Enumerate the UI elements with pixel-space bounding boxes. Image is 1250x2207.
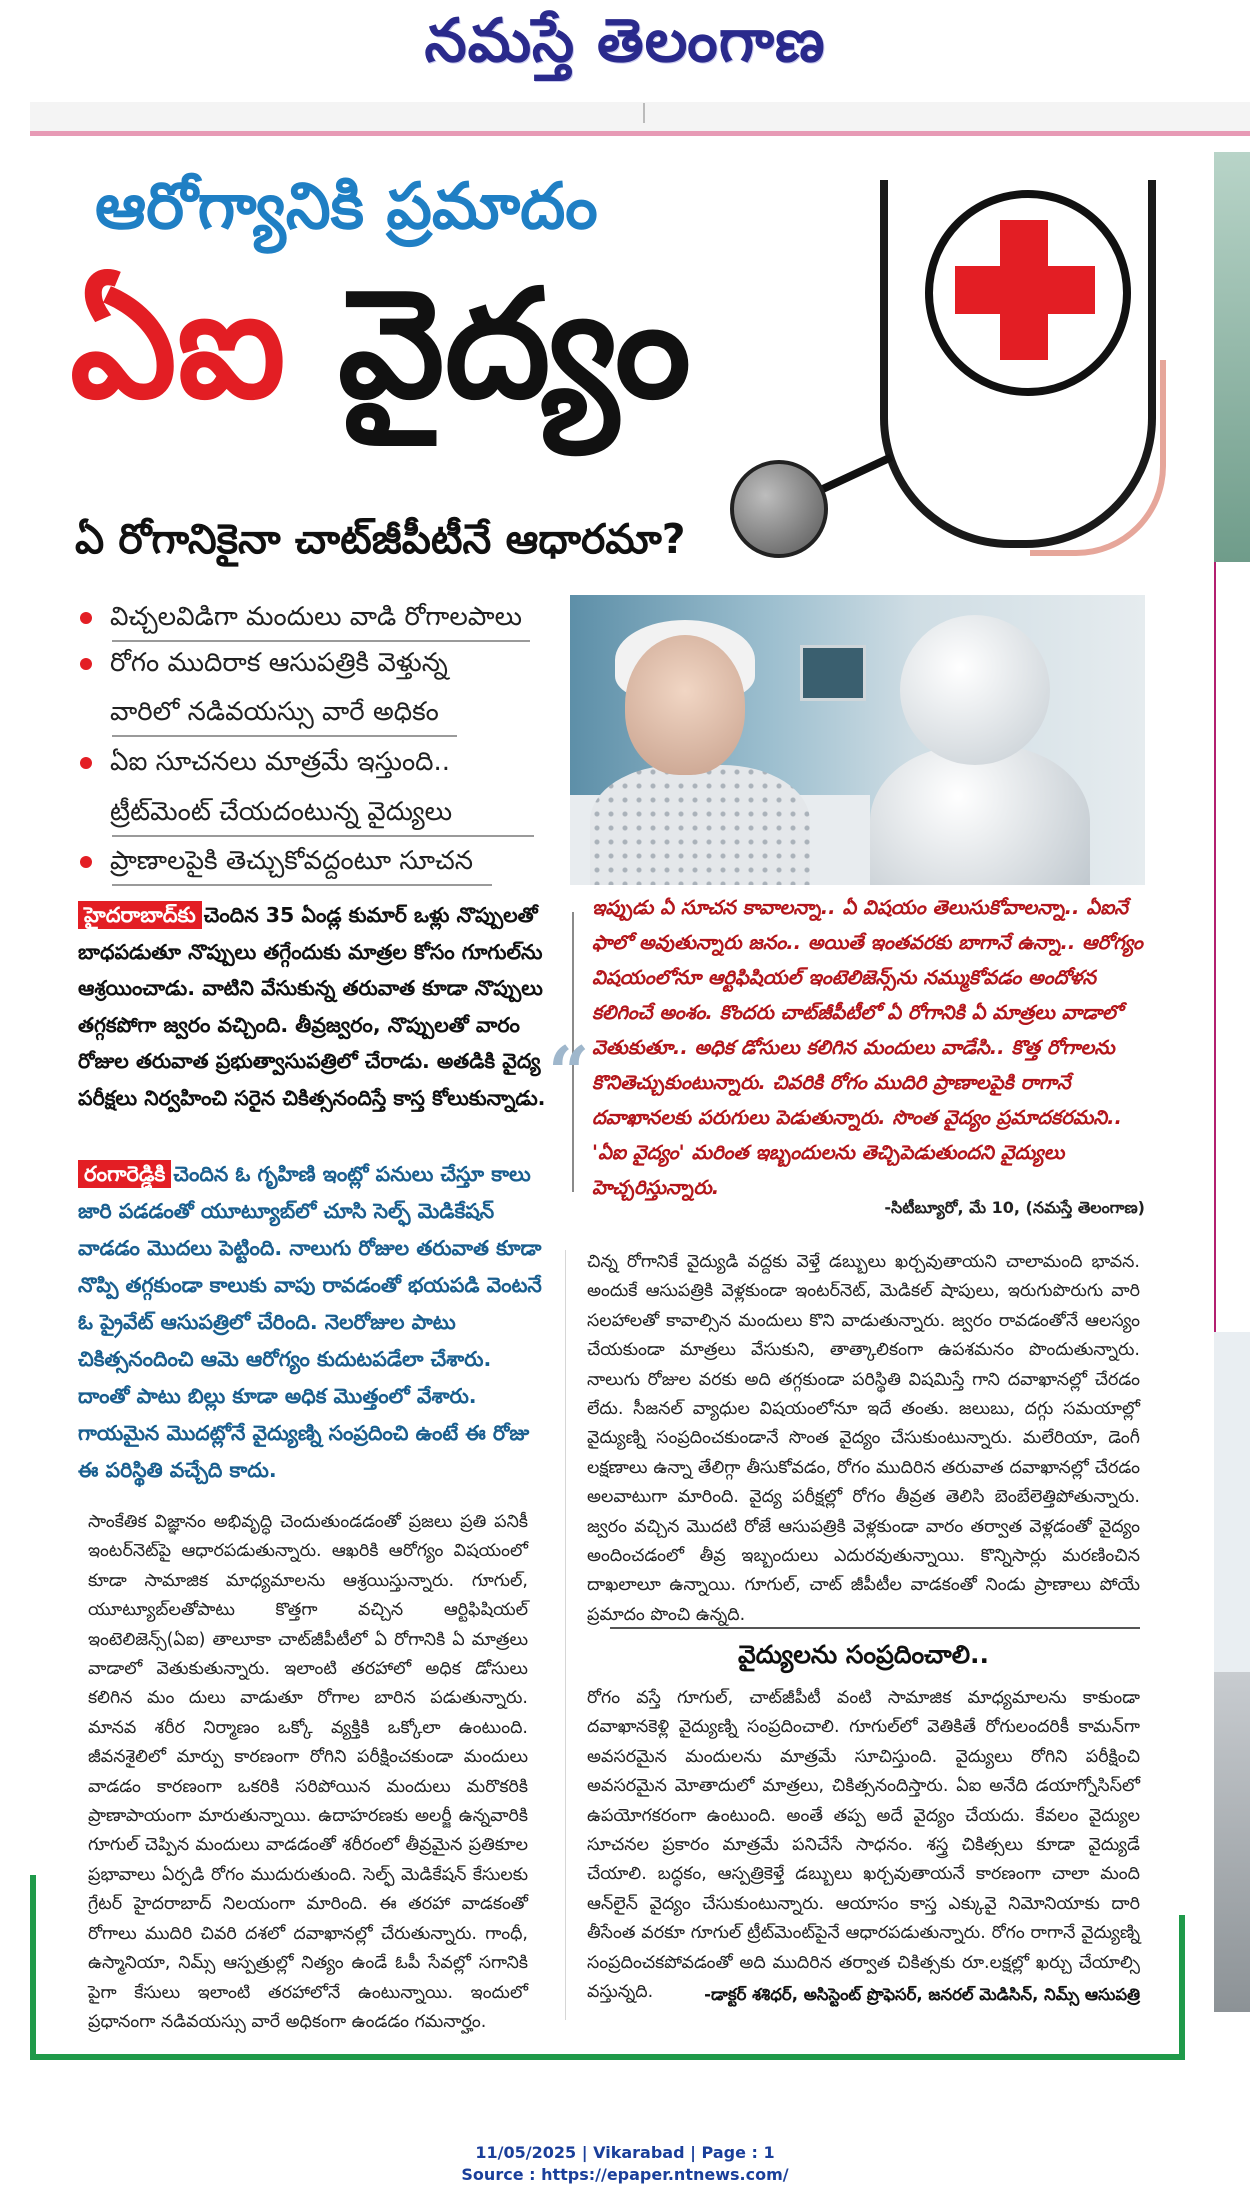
pull-quote: ఇప్పుడు ఏ సూచన కావాలన్నా.. ఏ విషయం తెలుసుకోవాలన్నా.. ఏఐనే ఫాలో అవుతున్నారు జనం.. అయితే ఇంతవరకు బాగానే ఉన్నా.. ఆరోగ్యం విషయంలోనూ ఆర్టిఫిషియల్ ఇంటెలిజెన్స్‌ను నమ్ముకోవడం అందోళన కలిగించే అంశం. కొందరు చాట్‌జీపీటీలో ఏ రోగానికి ఏ మాత్రలు వాడాలో వెతుకుతూ.. అధిక డోసులు కలిగిన మందులు వాడేసి.. కొత్త రోగాలను కొనితెచ్చుకుంటున్నారు. చివరికి రోగం ముదిరి ప్రాణాలపైకి రాగానే దవాఖానలకు పరుగులు పెడుతున్నారు. సొంత వైద్యం ప్రమాదకరమని.. 'ఏఐ వైద్యం' మరింత ఇబ్బందులను తెచ్చిపెడుతుందని వైద్యులు హెచ్చరిస్తున్నారు. <box>592 896 1143 1199</box>
lead-text: చెందిన 35 ఏండ్ల కుమార్ ఒళ్లు నొప్పులతో బాధపడుతూ నొప్పులు తగ్గేందుకు మాత్రల కోసం గూగుల్‌ను ఆశ్రయించాడు. వాటిని వేసుకున్న తరువాత కూడా నొప్పులు తగ్గకపోగా జ్వరం వచ్చింది. తీవ్రజ్వరం, నొప్పులతో వారం రోజుల తరువాత ప్రభుత్వాసుపత్రిలో చేరాడు. అతడికి వైద్య పరీక్షలు నిర్వహించి సరైన చికిత్సనందిస్తే కాస్త కోలుకున్నాడు. <box>78 903 546 1110</box>
subsection-title: వైద్యులను సంప్రదించాలి.. <box>737 1640 990 1669</box>
photo-patient-face <box>625 635 745 775</box>
lead-text: చెందిన ఓ గృహిణి ఇంట్లో పనులు చేస్తూ కాలు జారి పడడంతో యూట్యూబ్‌లో చూసి సెల్ఫ్ మెడికేషన్ వాడడం మొదలు పెట్టింది. నాలుగు రోజుల తరువాత కూడా నొప్పి తగ్గకుండా కాలుకు వాపు రావడంతో భయపడి వెంటనే ఓ ప్రైవేట్ ఆసుపత్రిలో చేరింది. నెలరోజుల పాటు చికిత్సనందించి ఆమె ఆరోగ్యం కుదుటపడేలా చేశారు. దాంతో పాటు బిల్లు కూడా అధిక మొత్తంలో వేశారు. గాయమైన మొదట్లోనే వైద్యుణ్ని సంప్రదించి ఉంటే ఈ రోజు ఈ పరిస్థితి వచ్చేది కాదు. <box>78 1162 542 1482</box>
lead-label: రంగారెడ్డికి <box>78 1160 171 1188</box>
bullet-underline <box>112 835 534 837</box>
stethoscope-link <box>817 453 893 494</box>
bullet-text: ఏఐ సూచనలు మాత్రమే ఇస్తుంది.. <box>110 747 451 777</box>
kicker-title: ఆరోగ్యానికి ప్రమాదం <box>95 170 598 244</box>
subheadline: ఏ రోగానికైనా చాట్‌జీపీటీనే ఆధారమా? <box>75 515 686 563</box>
body-left-column: సాంకేతిక విజ్ఞానం అభివృద్ధి చెందుతుండడంతో ప్రజలు ప్రతి పనికీ ఇంటర్‌నెట్‌పై ఆధారపడుతున్నారు. ఆఖరికి ఆరోగ్యం విషయంలో కూడా సామాజిక మాధ్యమాలను ఆశ్రయిస్తున్నారు. గూగుల్, యూట్యూబ్‌లతోపాటు కొత్తగా వచ్చిన ఆర్టిఫిషియల్ ఇంటెలిజెన్స్(ఏఐ) తాలూకా చాట్‌జీపీటీలో ఏ రోగానికి ఏ మాత్రలు వాడాలో వెతుకుతున్నారు. ఇలాంటి తరహాలో అధిక డోసులు కలిగిన మం దులు వాడుతూ రోగాల బారిన పడుతున్నారు. మానవ శరీర నిర్మాణం ఒక్కో వ్యక్తికి ఒక్కోలా ఉంటుంది. జీవనశైలిలో మార్పు కారణంగా రోగిని పరీక్షించకుండా మందులు వాడడం కారణంగా ఒకరికి సరిపోయిన మందులు మరొకరికి ప్రాణాపాయంగా మారుతున్నాయి. ఉదాహరణకు అలర్జీ ఉన్నవారికి గూగుల్ చెప్పిన మందులు వాడడంతో శరీరంలో తీవ్రమైన ప్రతికూల ప్రభావాలు ఏర్పడి రోగం ముదురుతుంది. సెల్ఫ్ మెడికేషన్ కేసులకు గ్రేటర్ హైదరాబాద్ నిలయంగా మారింది. ఈ తరహా వాడకంతో రోగాలు ముదిరి చివరి దశలో దవాఖానల్లో చేరుతున్నారు. గాంధీ, ఉస్మానియా, నిమ్స్ ఆస్పత్రుల్లో నిత్యం ఉండే ఓపీ సేవల్లో సగానికి పైగా కేసులు ఇలాంటి తరహాలోనే ఉంటున్నాయి. ఇందులో ప్రధానంగా నడివయస్సు వారే అధికంగా ఉండడం గమనార్హం. <box>88 1512 528 2032</box>
photo-patient-gown <box>590 765 810 885</box>
header-tick <box>643 103 645 123</box>
bullet-text-cont: ట్రీట్‌మెంట్ చేయదంటున్న వైద్యులు <box>110 797 453 827</box>
frame-left <box>30 1875 36 2060</box>
adjacent-page-strip <box>1214 152 1250 2012</box>
dateline-credit: -సిటీబ్యూరో, మే 10, (నమస్తే తెలంగాణ) <box>884 1198 1145 1217</box>
lead-story-rangareddy <box>78 1156 548 1489</box>
bullet-text: విచ్చలవిడిగా మందులు వాడి రోగాలపాలు <box>110 602 523 632</box>
bullet-item <box>80 741 450 783</box>
bullet-text: ప్రాణాలపైకి తెచ్చుకోవద్దంటూ సూచన <box>110 846 474 876</box>
body-right-column: చిన్న రోగానికే వైద్యుడి వద్దకు వెళ్తే డబ్బులు ఖర్చవుతాయని చాలామంది భావన. అందుకే ఆసుపత్రికి వెళ్లకుండా ఇంటర్‌నెట్, మెడికల్ షాపులు, ఇరుగుపొరుగు వారి సలహాలతో కావాల్సిన మందులు కొని వాడుతున్నారు. జ్వరం రావడంతోనే ఆలస్యం చేయకుండా మాత్రలు వేసుకుని, తాత్కాలికంగా ఉపశమనం పొందుతున్నారు. నాలుగు రోజుల వరకు అది తగ్గకుండా పరిస్థితి విషమిస్తే గాని దవాఖానల్లో చేరడం లేదు. సీజనల్ వ్యాధుల విషయంలోనూ ఇదే తంతు. జలుబు, దగ్గు సమయాల్లో వైద్యుణ్ని సంప్రదించకుండానే సొంత వైద్యం చేసుకుంటున్నారు. మలేరియా, డెంగీ లక్షణాలు ఉన్నా తేలిగ్గా తీసుకోవడం, రోగం ముదిరిన తరువాత దవాఖానల్లో చేరడం అలవాటుగా మారింది. వైద్య పరీక్షల్లో రోగం తీవ్రత తెలిసి బెంబేలెత్తిపోతున్నారు. జ్వరం వచ్చిన మొదటి రోజే ఆసుపత్రికి వెళ్లకుండా వారం తర్వాత వెళ్లడంతో వైద్యం అందించడంలో తీవ్ర ఇబ్బందులు ఎదురవుతున్నాయి. కొన్నిసార్లు మరణించిన దాఖలాలూ ఉన్నాయి. గూగుల్, చాట్ జీపీటీల వాడకంతో నిండు ప్రాణాలు పోయే ప్రమాదం పొంచి ఉన్నది. <box>587 1252 1140 1625</box>
header-band <box>30 102 1250 132</box>
footer-source[interactable]: Source : https://epaper.ntnews.com/ <box>461 2165 789 2184</box>
adjacent-photo <box>1214 152 1250 562</box>
bullet-item <box>80 840 473 882</box>
bullet-item <box>80 642 448 684</box>
lead-story-hyderabad <box>78 897 548 1116</box>
quote-mark-icon: “ <box>548 1030 590 1115</box>
bullet-underline <box>112 735 457 737</box>
headline-vaidyam: వైద్యం <box>337 258 691 432</box>
masthead-logo: నమస్తే తెలంగాణ <box>424 6 826 76</box>
section-rule <box>610 1627 1140 1629</box>
headline-ai: ఏఐ <box>70 258 286 432</box>
footer-edition: 11/05/2025 | Vikarabad | Page : 1 <box>475 2143 775 2162</box>
photo-monitor <box>800 645 866 701</box>
photo-robot-body <box>870 745 1090 885</box>
column-separator <box>565 1250 566 2020</box>
bullet-dot <box>80 856 92 868</box>
stethoscope-chestpiece <box>730 460 828 558</box>
frame-right <box>1179 1915 1185 2060</box>
red-cross-horizontal <box>955 266 1095 314</box>
bullet-dot <box>80 658 92 670</box>
page-footer <box>0 2142 1250 2186</box>
headline <box>70 258 691 432</box>
bullet-item <box>80 596 522 638</box>
bullet-dot <box>80 612 92 624</box>
bullet-underline <box>112 884 492 886</box>
expert-signoff: -డాక్టర్ శశిధర్, అసిస్టెంట్ ప్రొఫెసర్, జనరల్ మెడిసిన్, నిమ్స్ ఆసుపత్రి <box>704 1985 1140 2004</box>
bullet-dot <box>80 757 92 769</box>
header-rule <box>30 131 1250 136</box>
adjacent-photo <box>1214 1672 1250 2012</box>
bullet-text-cont: వారిలో నడివయస్సు వారే అధికం <box>110 697 439 727</box>
bullet-text: రోగం ముదిరాక ఆసుపత్రికి వెళ్తున్న <box>110 648 448 678</box>
photo-robot-head <box>900 615 1050 765</box>
adjacent-article <box>1214 562 1250 1332</box>
frame-bottom <box>30 2054 1185 2060</box>
body-right-column-2: రోగం వస్తే గూగుల్, చాట్‌జీపీటీ వంటి సామాజిక మాధ్యమాలను కాకుండా దవాఖానకెళ్లి వైద్యుణ్ని సంప్రదించాలి. గూగుల్‌లో వెతికితే రోగులందరికీ కామన్‌గా అవసరమైన మందులను మాత్రమే సూచిస్తుంది. వైద్యులు రోగిని పరీక్షించి అవసరమైన మోతాదులో మాత్రలు, చికిత్సనందిస్తారు. ఏఐ అనేది డయాగ్నోసిస్‌లో ఉపయోగకరంగా ఉంటుంది. అంతే తప్ప అదే వైద్యం చేయదు. కేవలం వైద్యుల సూచనల ప్రకారం మాత్రమే పనిచేసే సాధనం. శస్త్ర చికిత్సలు కూడా వైద్యుడే చేయాలి. బద్ధకం, ఆస్పత్రికెళ్తే డబ్బులు ఖర్చవుతాయనే కారణంగా చాలా మంది ఆన్‌లైన్ వైద్యం చేసుకుంటున్నారు. ఆయాసం కాస్త ఎక్కువై నిమోనియాకు దారి తీసేంత వరకూ గూగుల్ ట్రీట్‌మెంట్‌పైనే ఆధారపడుతున్నారు. రోగం రాగానే వైద్యుణ్ని సంప్రదించకపోవడంతో అది ముదిరిన తర్వాత చికిత్సకు రూ.లక్షల్లో ఖర్చు చేయాల్సి వస్తున్నది. <box>587 1688 1140 2003</box>
lead-label: హైదరాబాద్‌కు <box>78 901 202 929</box>
article-photo <box>570 595 1145 885</box>
